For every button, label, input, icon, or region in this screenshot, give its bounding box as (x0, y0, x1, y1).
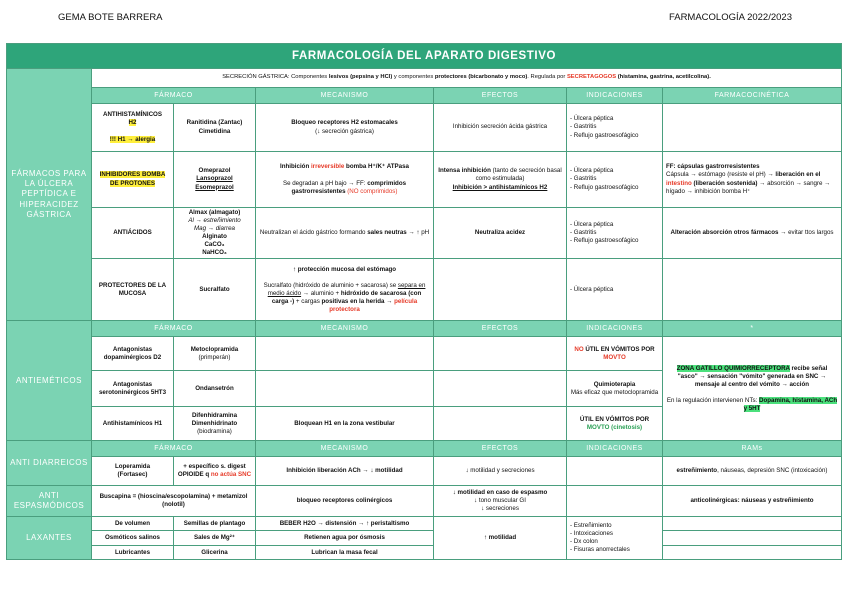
lax-mechanism-2: Retienen agua por ósmosis (256, 531, 434, 546)
espas-indications (567, 486, 663, 517)
diarr-rams: estreñimiento, náuseas, depresión SNC (intoxicación) (663, 457, 842, 486)
section-antiespasmodicos: ANTI ESPASMÓDICOS (7, 486, 92, 517)
diarr-mechanism: Inhibición liberación ACh → ↓ motilidad (256, 457, 434, 486)
emet-d2-indications: NO ÚTIL EN VÓMITOS POR MOVTO (567, 337, 663, 371)
diarr-drug: Loperamida (Fortasec) (92, 457, 174, 486)
emet-5ht3-indications: Quimioterapia Más eficaz que metoclopramida (567, 371, 663, 407)
colhead-mecanismo: MECANISMO (256, 88, 434, 104)
colhead-farmaco-3: FÁRMACO (92, 441, 256, 457)
course-name: FARMACOLOGÍA 2022/2023 (668, 12, 792, 23)
protectores-class: PROTECTORES DE LA MUCOSA (92, 259, 174, 321)
h2-effects: Inhibición secreción ácida gástrica (434, 104, 567, 152)
emet-d2-drug: Metoclopramida (primperán) (174, 337, 256, 371)
espas-drug: Buscapina = (hioscina/escopolamina) + metamizol (nolotil) (92, 486, 256, 517)
protectores-mechanism: ↑ protección mucosa del estómago Sucralfato (hidróxido de aluminio + sacarosa) se separa en medio ácido → aluminio + hidróxido de sacarosa (con carga -) + cargas positivas en la herida → película protectora (256, 259, 434, 321)
protectores-drug: Sucralfato (174, 259, 256, 321)
emet-h1-effects (434, 407, 567, 441)
page-title: FARMACOLOGÍA DEL APARATO DIGESTIVO (7, 44, 842, 69)
h2-pk (663, 104, 842, 152)
espas-mechanism: bloqueo receptores colinérgicos (256, 486, 434, 517)
lax-drug-2: Sales de Mg²⁺ (174, 531, 256, 546)
antiacidos-indications: - Úlcera péptica - Gastritis - Reflujo gastroesofágico (567, 208, 663, 259)
h2-mechanism: Bloqueo receptores H2 estomacales (↓ secreción gástrica) (256, 104, 434, 152)
antiacidos-mechanism: Neutralizan el ácido gástrico formando sales neutras → ↑ pH (256, 208, 434, 259)
emet-d2-class: Antagonistas dopaminérgicos D2 (92, 337, 174, 371)
espas-rams: anticolinérgicas: náuseas y estreñimiento (663, 486, 842, 517)
h2-drugs: Ranitidina (Zantac) Cimetidina (174, 104, 256, 152)
colhead-mecanismo-3: MECANISMO (256, 441, 434, 457)
ibp-indications: - Úlcera péptica - Gastritis - Reflujo gastroesofágico (567, 152, 663, 208)
lax-effects: ↑ motilidad (434, 517, 567, 560)
lax-class-3: Lubricantes (92, 546, 174, 560)
lax-mechanism-1: BEBER H2O → distensión → ↑ peristaltismo (256, 517, 434, 531)
emet-5ht3-mechanism (256, 371, 434, 407)
emet-h1-mechanism: Bloquean H1 en la zona vestibular (256, 407, 434, 441)
intro-text: SECRECIÓN GÁSTRICA: Componentes lesivos (pepsina y HCl) y componentes protectores (bicarbonato y moco). Regulada por SECRETAGOGOS (histamina, gastrina, acetilcolina). (92, 69, 842, 88)
lax-drug-1: Semillas de plantago (174, 517, 256, 531)
emet-5ht3-effects (434, 371, 567, 407)
emet-h1-drugs: Difenhidramina Dimenhidrinato (biodramina) (174, 407, 256, 441)
emet-h1-class: Antihistamínicos H1 (92, 407, 174, 441)
protectores-effects (434, 259, 567, 321)
emet-notes: ZONA GATILLO QUIMIORRECEPTORA recibe señal "asco" → sensación "vómito" generada en SNC → mensaje al centro del vómito → acción En la regulación intervienen NTs: Dopamina, histamina, ACh y 5HT (663, 337, 842, 441)
ibp-pk: FF: cápsulas gastrorresistentes Cápsula → estómago (resiste el pH) → liberación en el intestino (liberación sostenida) → absorción → sangre → hígado → inhibición bomba H⁺ (663, 152, 842, 208)
lax-rams-1 (663, 517, 842, 531)
colhead-farmaco-2: FÁRMACO (92, 321, 256, 337)
emet-5ht3-class: Antagonistas serotoninérgicos 5HT3 (92, 371, 174, 407)
h2-indications: - Úlcera péptica - Gastritis - Reflujo gastroesofágico (567, 104, 663, 152)
pharmacology-table (6, 43, 842, 560)
colhead-efectos-3: EFECTOS (434, 441, 567, 457)
colhead-indicaciones: INDICACIONES (567, 88, 663, 104)
h2-class: ANTIHISTAMÍNICOS H2 !!! H1 → alergia (92, 104, 174, 152)
colhead-star: * (663, 321, 842, 337)
antiacidos-drugs: Almax (almagato) Al → estreñimiento Mag → diarrea Alginato CaCO₃ NaHCO₃ (174, 208, 256, 259)
section-antidiarreicos: ANTI DIARREICOS (7, 441, 92, 486)
lax-mechanism-3: Lubrican la masa fecal (256, 546, 434, 560)
author-name: GEMA BOTE BARRERA (58, 12, 163, 23)
ibp-mechanism: Inhibición irreversible bomba H⁺/K⁺ ATPasa Se degradan a pH bajo → FF: comprimidos gastrorresistentes (NO comprimidos) (256, 152, 434, 208)
lax-class-2: Osmóticos salinos (92, 531, 174, 546)
section-laxantes: LAXANTES (7, 517, 92, 560)
lax-rams-2 (663, 531, 842, 546)
section-antiemeticos: ANTIEMÉTICOS (7, 321, 92, 441)
lax-drug-3: Glicerina (174, 546, 256, 560)
lax-rams-3 (663, 546, 842, 560)
protectores-indications: - Úlcera péptica (567, 259, 663, 321)
colhead-efectos: EFECTOS (434, 88, 567, 104)
colhead-indicaciones-3: INDICACIONES (567, 441, 663, 457)
colhead-indicaciones-2: INDICACIONES (567, 321, 663, 337)
colhead-efectos-2: EFECTOS (434, 321, 567, 337)
lax-class-1: De volumen (92, 517, 174, 531)
emet-5ht3-drug: Ondansetrón (174, 371, 256, 407)
espas-effects: ↓ motilidad en caso de espasmo ↓ tono muscular GI ↓ secreciones (434, 486, 567, 517)
diarr-effects: ↓ motilidad y secreciones (434, 457, 567, 486)
colhead-mecanismo-2: MECANISMO (256, 321, 434, 337)
ibp-class: INHIBIDORES BOMBA DE PROTONES (92, 152, 174, 208)
section-ulcera: FÁRMACOS PARA LA ÚLCERA PEPTÍDICA E HIPERACIDEZ GÁSTRICA (7, 69, 92, 321)
lax-indications: - Estreñimiento - Intoxicaciones - Dx colon - Fisuras anorrectales (567, 517, 663, 560)
emet-d2-mechanism (256, 337, 434, 371)
protectores-pk (663, 259, 842, 321)
emet-d2-effects (434, 337, 567, 371)
ibp-drugs: Omeprazol Lansoprazol Esomeprazol (174, 152, 256, 208)
colhead-rams: RAMs (663, 441, 842, 457)
colhead-farmaco: FÁRMACO (92, 88, 256, 104)
colhead-farmacocinetica: FARMACOCINÉTICA (663, 88, 842, 104)
emet-h1-indications: ÚTIL EN VÓMITOS POR MOVTO (cinetosis) (567, 407, 663, 441)
ibp-effects: Intensa inhibición (tanto de secreción basal como estimulada) Inhibición > antihistamínicos H2 (434, 152, 567, 208)
antiacidos-class: ANTIÁCIDOS (92, 208, 174, 259)
antiacidos-effects: Neutraliza acidez (434, 208, 567, 259)
diarr-class: + específico s. digest OPIOIDE q no actúa SNC (174, 457, 256, 486)
diarr-indications (567, 457, 663, 486)
antiacidos-pk: Alteración absorción otros fármacos → evitar ttos largos (663, 208, 842, 259)
